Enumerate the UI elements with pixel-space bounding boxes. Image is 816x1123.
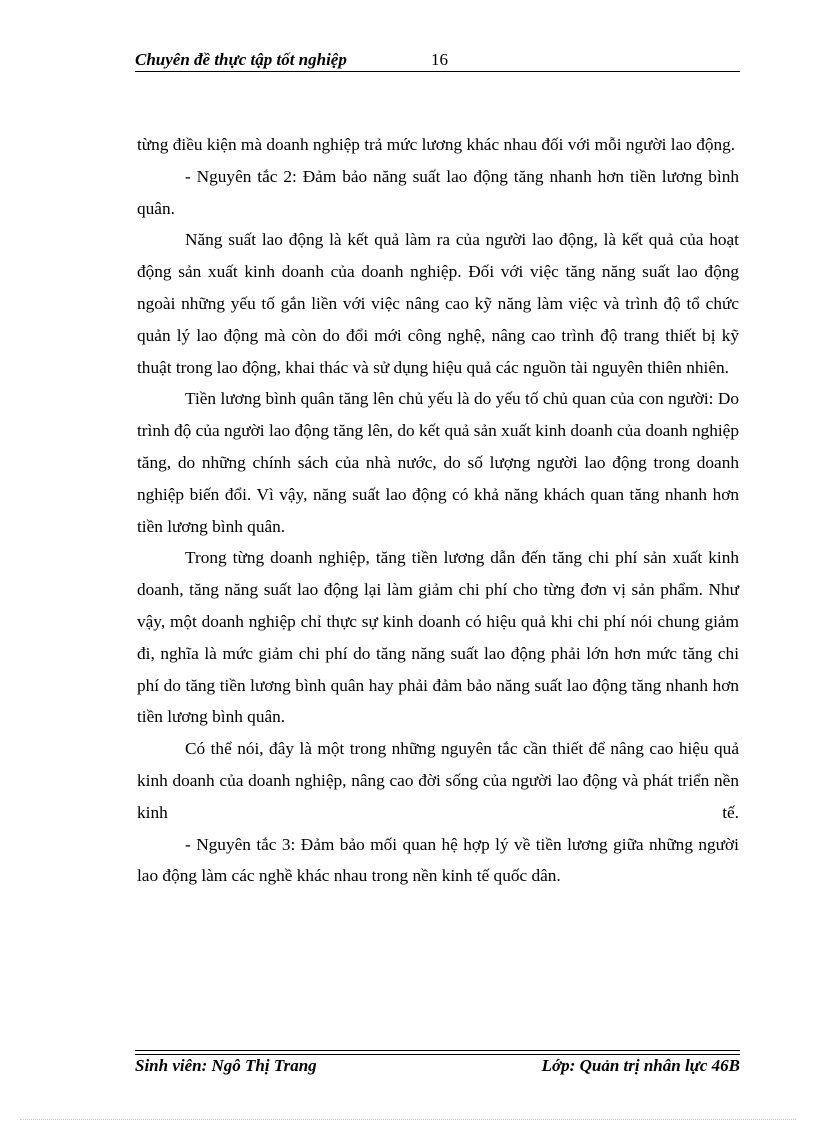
paragraph-7: - Nguyên tắc 3: Đảm bảo mối quan hệ hợp lý về tiền lương giữa những người lao động làm các nghề khác nhau trong nền kinh tế quốc dân. (137, 834, 739, 886)
page-header (135, 48, 740, 72)
paragraph-6: Có thể nói, đây là một trong những nguyên tắc cần thiết để nâng cao hiệu quả kinh doanh của doanh nghiệp, nâng cao đời sống của người lao động và phát triển nền kinh tế. (137, 739, 739, 822)
page-footer (135, 1054, 740, 1078)
class-name: Lớp: Quản trị nhân lực 46B (541, 1056, 740, 1075)
body-text (137, 129, 739, 892)
header-rule (135, 71, 740, 72)
paragraph-5: Trong từng doanh nghiệp, tăng tiền lương dẫn đến tăng chi phí sản xuất kinh doanh, tăng năng suất lao động lại làm giảm chi phí cho từng đơn vị sản phẩm. Như vậy, một doanh nghiệp chỉ thực sự kinh doanh có hiệu quả khi chi phí nói chung giảm đi, nghĩa là mức giảm chi phí do tăng năng suất lao động phải lớn hơn mức tăng chi phí do tăng tiền lương bình quân hay phải đảm bảo năng suất lao động tăng nhanh hơn tiền lương bình quân. (137, 548, 739, 727)
page-edge (20, 1119, 796, 1120)
paragraph-1: từng điều kiện mà doanh nghiệp trả mức lương khác nhau đối với mỗi người lao động. (137, 135, 736, 154)
page-number: 16 (431, 50, 448, 69)
paragraph-3: Năng suất lao động là kết quả làm ra của người lao động, là kết quả của hoạt động sản xuất kinh doanh của doanh nghiệp. Đối với việc tăng năng suất lao động ngoài những yếu tố gắn liền với việc nâng cao kỹ năng làm việc và trình độ tổ chức quản lý lao động mà còn do đổi mới công nghệ, nâng cao trình độ trang thiết bị kỹ thuật trong lao động, khai thác và sử dụng hiệu quả các nguồn tài nguyên thiên nhiên. (137, 230, 739, 377)
footer-rule-top (135, 1050, 740, 1051)
student-name: Sinh viên: Ngô Thị Trang (135, 1056, 317, 1075)
paragraph-2: - Nguyên tắc 2: Đảm bảo năng suất lao động tăng nhanh hơn tiền lương bình quân. (137, 166, 739, 218)
document-title: Chuyên đề thực tập tốt nghiệp (135, 50, 347, 69)
paragraph-4: Tiền lương bình quân tăng lên chủ yếu là do yếu tố chủ quan của con người: Do trình độ của người lao động tăng lên, do kết quả sản xuất kinh doanh của doanh nghiệp tăng, do những chính sách của nhà nước, do số lượng người lao động trong doanh nghiệp biến đổi. Vì vậy, năng suất lao động có khả năng khách quan tăng nhanh hơn tiền lương bình quân. (137, 389, 739, 536)
